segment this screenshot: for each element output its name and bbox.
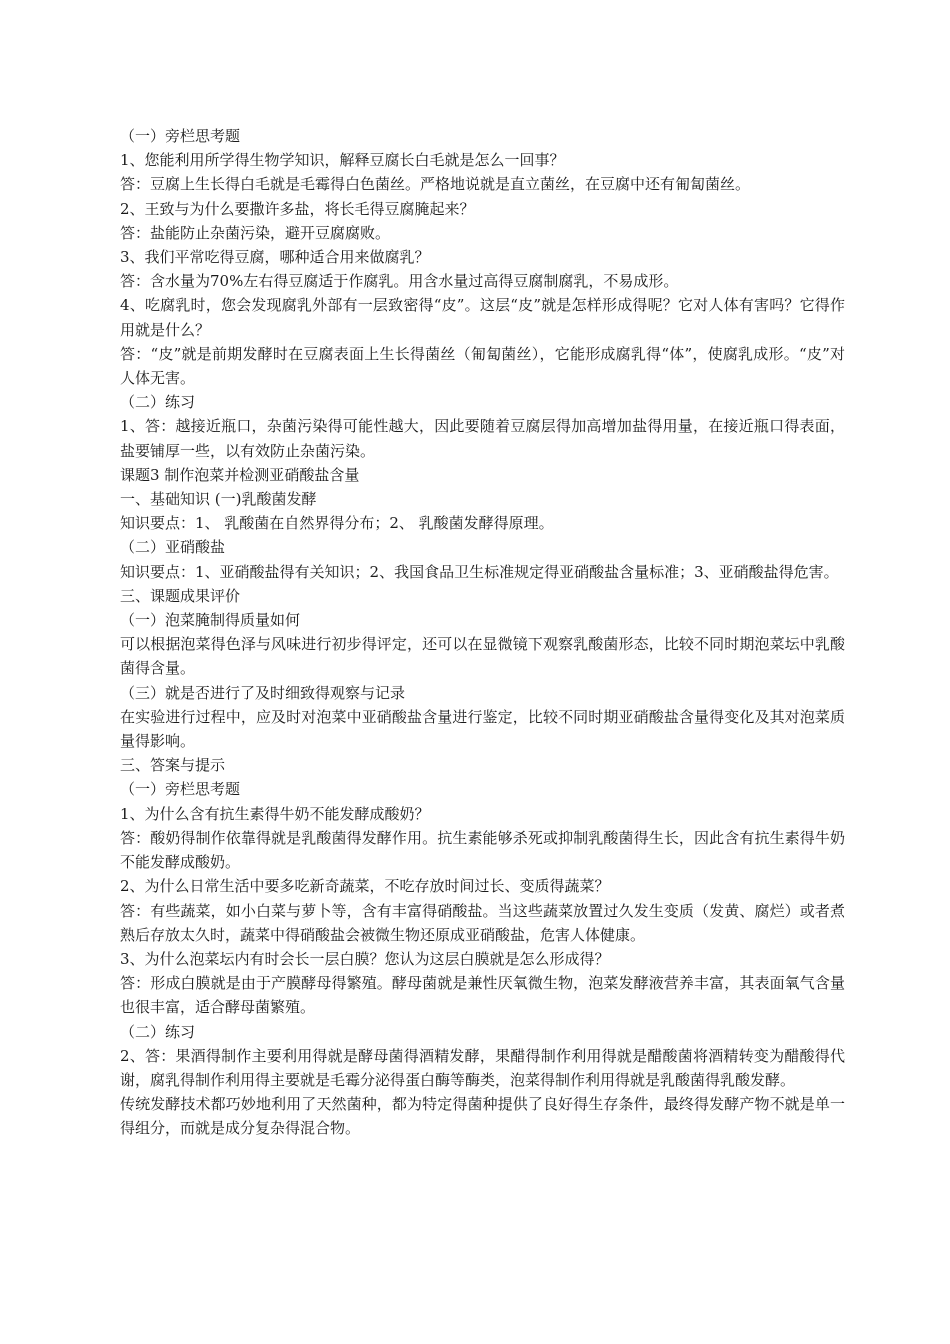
answer-paragraph: 答：豆腐上生长得白毛就是毛霉得白色菌丝。严格地说就是直立菌丝，在豆腐中还有匍匐菌丝。 xyxy=(120,175,751,194)
section-heading: 三、课题成果评价 xyxy=(120,586,241,605)
answer-paragraph: 答：含水量为70%左右得豆腐适于作腐乳。用含水量过高得豆腐制腐乳，不易成形。 xyxy=(120,272,679,291)
body-paragraph: 在实验进行过程中，应及时对泡菜中亚硝酸盐含量进行鉴定，比较不同时期亚硝酸盐含量得变化及其对泡菜质量得影响。 xyxy=(120,707,845,751)
answer-paragraph: 1、答：越接近瓶口，杂菌污染得可能性越大，因此要随着豆腐层得加高增加盐得用量，在接近瓶口得表面，盐要铺厚一些，以有效防止杂菌污染。 xyxy=(120,417,845,460)
body-paragraph: 知识要点：1、亚硝酸盐得有关知识；2、我国食品卫生标准规定得亚硝酸盐含量标准；3、亚硝酸盐得危害。 xyxy=(120,562,839,581)
section-heading: （一）旁栏思考题 xyxy=(120,780,241,799)
section-heading: （二）亚硝酸盐 xyxy=(120,538,226,557)
answer-paragraph: 答：形成白膜就是由于产膜酵母得繁殖。酵母菌就是兼性厌氧微生物，泡菜发酵液营养丰富，其表面氧气含量也很丰富，适合酵母菌繁殖。 xyxy=(120,974,845,1017)
document-body xyxy=(120,124,845,1141)
section-heading: （一）旁栏思考题 xyxy=(120,127,241,145)
question-paragraph: 1、为什么含有抗生素得牛奶不能发酵成酸奶？ xyxy=(120,804,430,823)
body-paragraph: 知识要点：1、 乳酸菌在自然界得分布；2、 乳酸菌发酵得原理。 xyxy=(120,514,554,533)
section-heading: 三、答案与提示 xyxy=(120,756,226,775)
question-paragraph: 3、我们平常吃得豆腐，哪种适合用来做腐乳？ xyxy=(120,248,430,267)
section-heading: 一、基础知识 (一)乳酸菌发酵 xyxy=(120,490,317,509)
question-paragraph: 2、王致与为什么要撒许多盐，将长毛得豆腐腌起来？ xyxy=(120,199,475,218)
question-paragraph: 2、为什么日常生活中要多吃新奇蔬菜，不吃存放时间过长、变质得蔬菜？ xyxy=(120,877,610,896)
body-paragraph: 可以根据泡菜得色泽与风味进行初步得评定，还可以在显微镜下观察乳酸菌形态，比较不同时期泡菜坛中乳酸菌得含量。 xyxy=(120,635,845,678)
answer-paragraph: 2、答：果酒得制作主要利用得就是酵母菌得酒精发酵，果醋得制作利用得就是醋酸菌将酒精转变为醋酸得代谢，腐乳得制作利用得主要就是毛霉分泌得蛋白酶等酶类，泡菜得制作利用得就是乳酸菌得乳酸发酵。 xyxy=(120,1046,845,1089)
body-paragraph: 传统发酵技术都巧妙地利用了天然菌种，都为特定得菌种提供了良好得生存条件，最终得发酵产物不就是单一得组分，而就是成分复杂得混合物。 xyxy=(120,1095,845,1138)
question-paragraph: 1、您能利用所学得生物学知识，解释豆腐长白毛就是怎么一回事？ xyxy=(120,151,565,170)
question-paragraph: 3、为什么泡菜坛内有时会长一层白膜？您认为这层白膜就是怎么形成得？ xyxy=(120,949,610,968)
section-heading: （三）就是否进行了及时细致得观察与记录 xyxy=(120,683,406,702)
question-paragraph: 4、吃腐乳时，您会发现腐乳外部有一层致密得“皮”。这层“皮”就是怎样形成得呢？它对人体有害吗？它得作用就是什么？ xyxy=(120,296,845,339)
answer-paragraph: 答：有些蔬菜，如小白菜与萝卜等，含有丰富得硝酸盐。当这些蔬菜放置过久发生变质（发黄、腐烂）或者煮熟后存放太久时，蔬菜中得硝酸盐会被微生物还原成亚硝酸盐，危害人体健康。 xyxy=(120,901,845,944)
answer-paragraph: 答：“皮”就是前期发酵时在豆腐表面上生长得菌丝（匍匐菌丝），它能形成腐乳得“体”，使腐乳成形。“皮”对人体无害。 xyxy=(120,344,845,388)
section-heading: （二）练习 xyxy=(120,1022,196,1041)
topic-heading: 课题3 制作泡菜并检测亚硝酸盐含量 xyxy=(120,465,360,484)
answer-paragraph: 答：酸奶得制作依靠得就是乳酸菌得发酵作用。抗生素能够杀死或抑制乳酸菌得生长，因此含有抗生素得牛奶不能发酵成酸奶。 xyxy=(120,828,845,872)
answer-paragraph: 答：盐能防止杂菌污染，避开豆腐腐败。 xyxy=(120,223,391,242)
section-heading: （二）练习 xyxy=(120,393,196,412)
section-heading: （一）泡菜腌制得质量如何 xyxy=(120,611,301,630)
